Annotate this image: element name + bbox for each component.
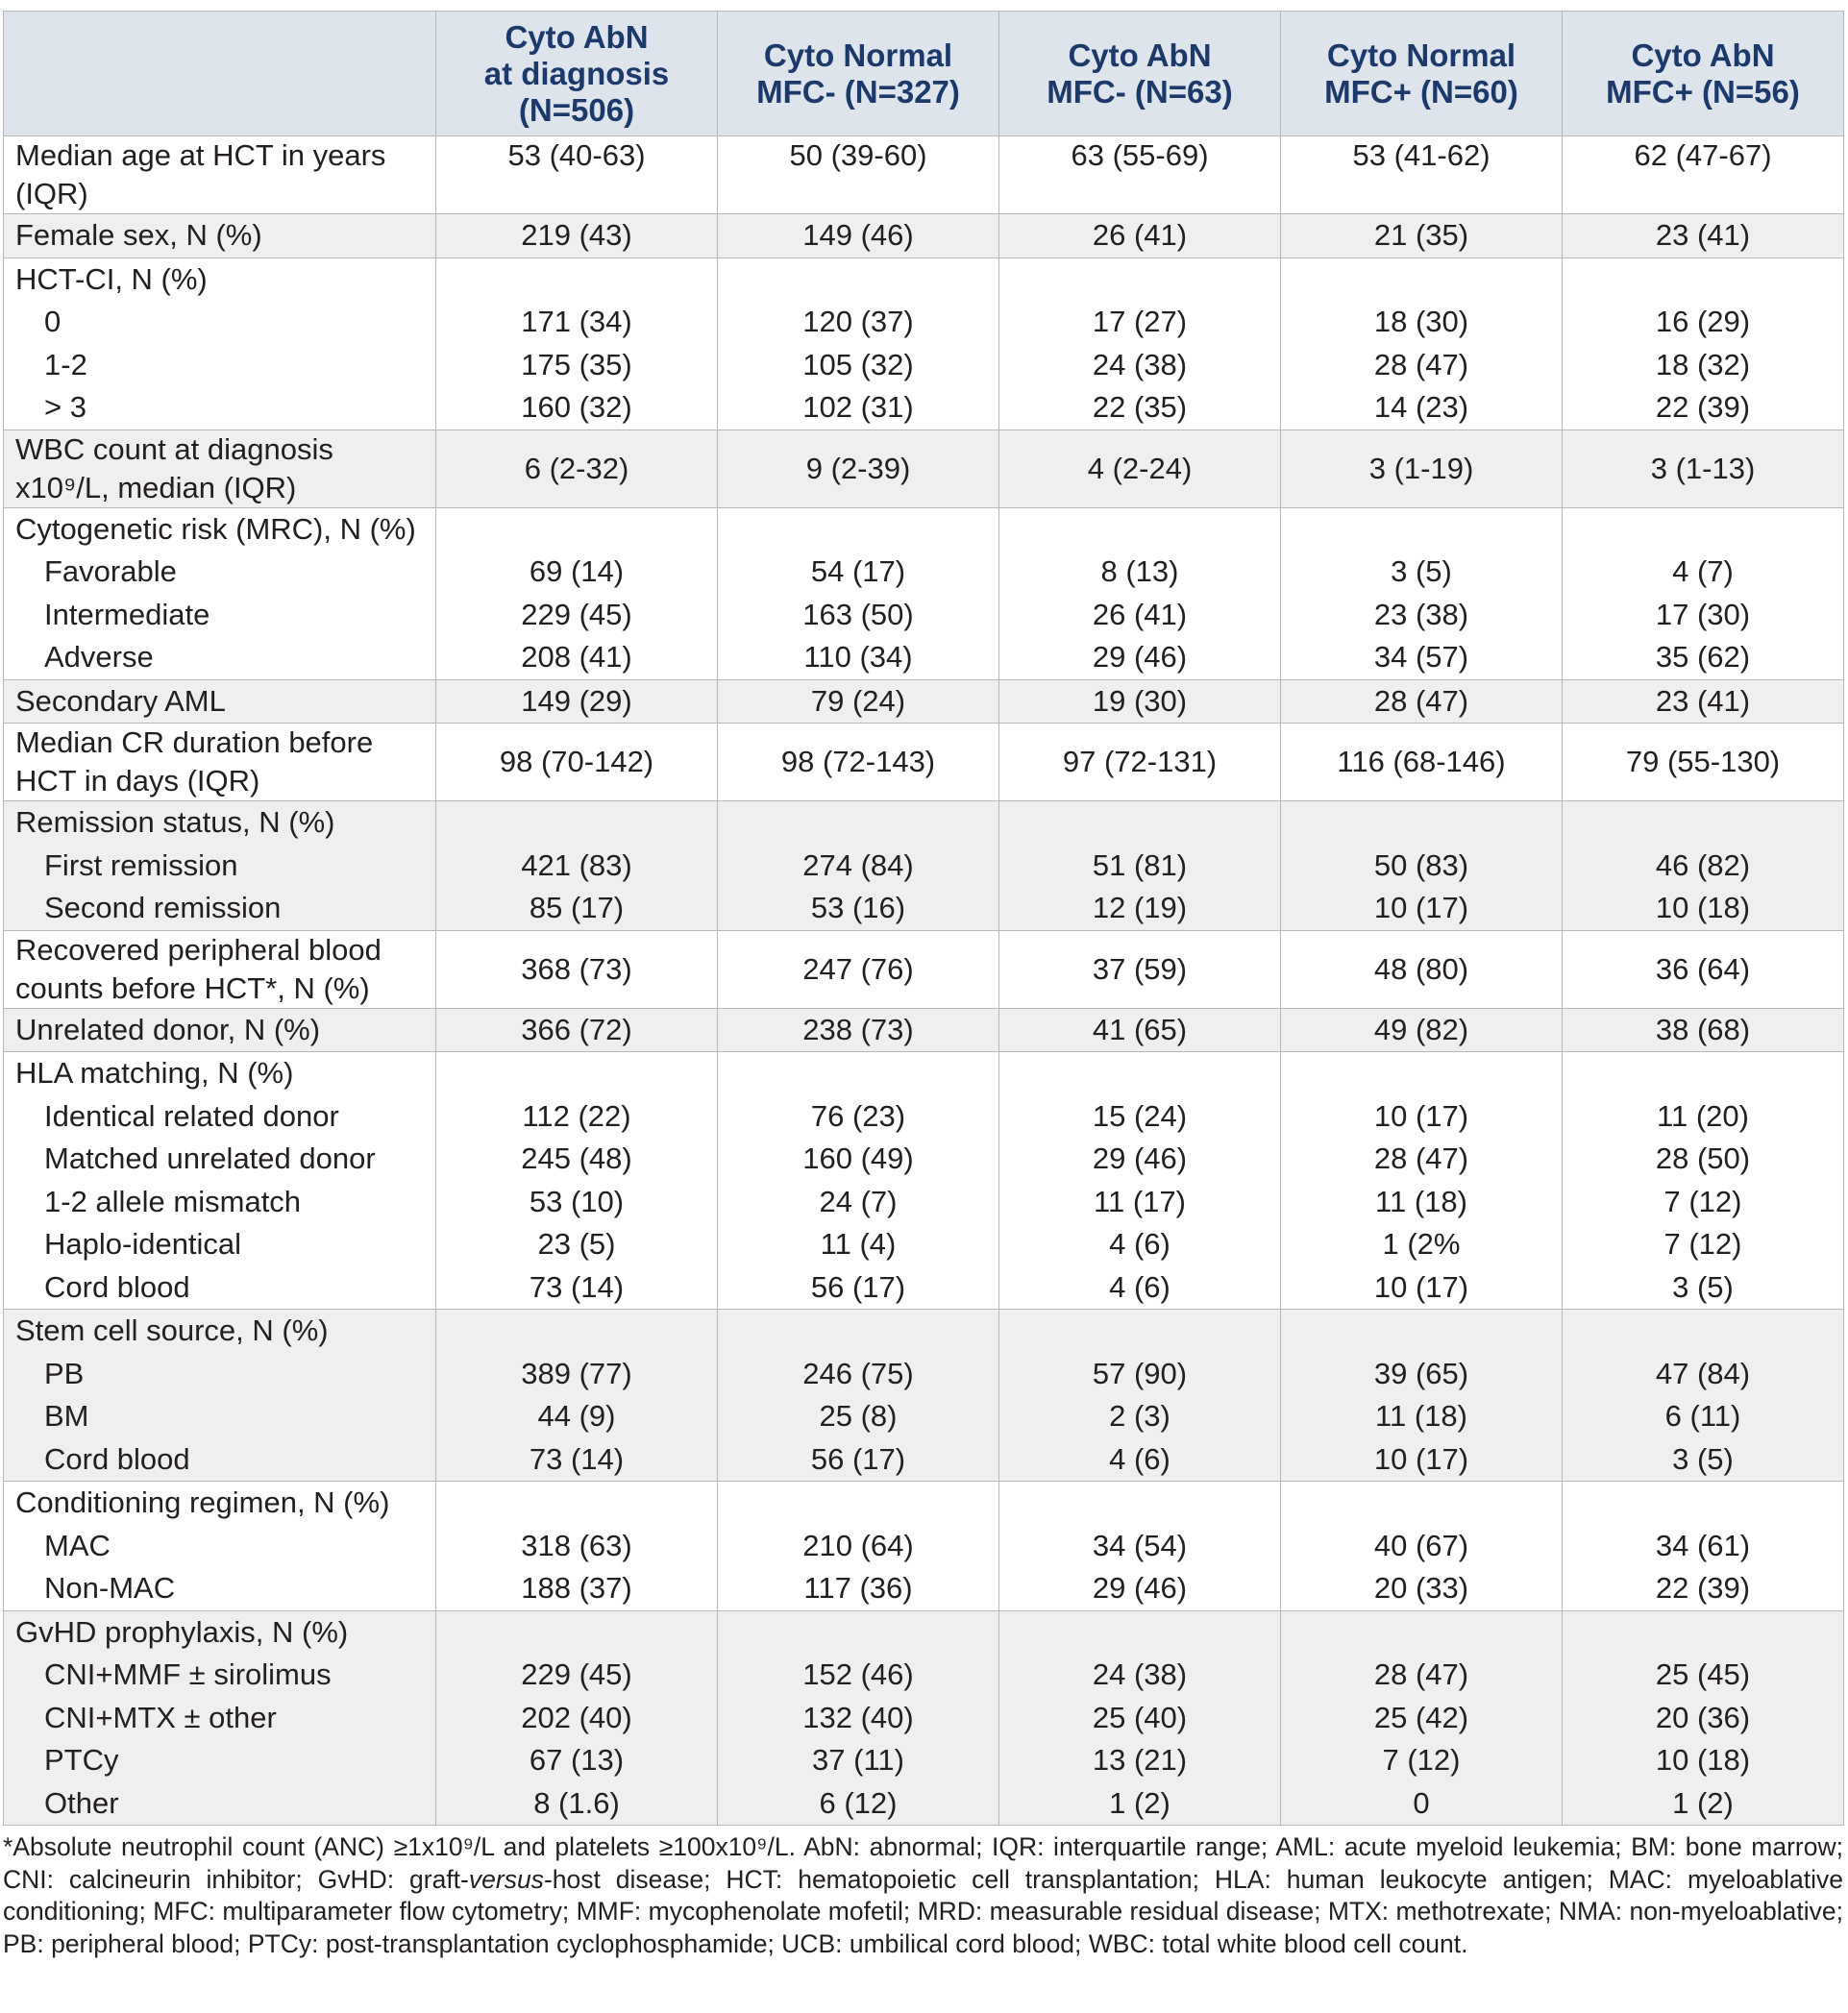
table-row — [4, 258, 1844, 430]
value-cell: 247 (76) — [718, 930, 999, 1008]
value-text: 171 (34) — [521, 305, 632, 338]
value-text: 24 (38) — [1092, 1657, 1188, 1691]
value-text: 22 (35) — [1092, 390, 1188, 424]
value-cell — [999, 1052, 1281, 1310]
header-line: Cyto AbN — [505, 18, 649, 55]
value-text: 3 (5) — [1672, 1441, 1734, 1476]
value-text: 53 (16) — [810, 891, 906, 924]
sub-label: CNI+MTX ± other — [44, 1700, 277, 1734]
value-cell — [718, 1482, 999, 1611]
value-text: 4 (6) — [1109, 1269, 1170, 1304]
value-text: 69 (14) — [529, 554, 625, 588]
value-text: 24 (38) — [1092, 347, 1188, 381]
value-text: 25 (45) — [1655, 1657, 1751, 1691]
value-text: 67 (13) — [529, 1743, 625, 1777]
value-cell — [999, 507, 1281, 679]
value-text: 37 (11) — [812, 1743, 904, 1777]
header-cell-group-3 — [999, 12, 1281, 136]
value-text: 120 (37) — [802, 305, 914, 338]
value-text: 4 (7) — [1672, 554, 1734, 588]
value-text: 175 (35) — [521, 347, 632, 381]
label-line: Unrelated donor, N (%) — [15, 1012, 321, 1046]
value-text: 188 (37) — [521, 1571, 632, 1605]
value-text: 10 (17) — [1373, 1269, 1469, 1304]
value-cell: 97 (72-131) — [999, 724, 1281, 801]
value-cell — [1563, 1610, 1844, 1826]
header-cell-group-2 — [718, 12, 999, 136]
sub-label: Cord blood — [44, 1441, 190, 1476]
value-text: 34 (54) — [1092, 1528, 1188, 1562]
row-label — [4, 258, 436, 430]
value-cell: 79 (24) — [718, 679, 999, 724]
value-cell — [999, 801, 1281, 931]
value-cell: 23 (41) — [1563, 214, 1844, 258]
value-text: 12 (19) — [1092, 891, 1188, 924]
value-cell: 21 (35) — [1281, 214, 1563, 258]
sub-label: BM — [44, 1399, 89, 1433]
value-text: 202 (40) — [521, 1700, 632, 1734]
value-cell: 116 (68-146) — [1281, 724, 1563, 801]
header-cell-group-1 — [436, 12, 718, 136]
header-line: MFC+ (N=60) — [1324, 73, 1518, 110]
row-label — [4, 1482, 436, 1611]
header-line: Cyto Normal — [763, 37, 953, 73]
value-text: 25 (8) — [819, 1399, 898, 1433]
value-text: 15 (24) — [1092, 1098, 1188, 1133]
label-line: (IQR) — [15, 177, 88, 210]
value-cell — [718, 507, 999, 679]
value-cell — [999, 1610, 1281, 1826]
value-cell: 62 (47-67) — [1563, 136, 1844, 214]
value-text: 1 (2) — [1109, 1785, 1170, 1820]
value-text: 6 (12) — [819, 1785, 898, 1820]
table-footnote: *Absolute neutrophil count (ANC) ≥1x10⁹/L and platelets ≥100x10⁹/L. AbN: abnormal; IQR: interquartile range; AML: acute myeloid leukemia; BM: bone marrow; CNI: calcineurin inhibitor; GvHD: graft-versus-host disease; HCT: hematopoietic cell transplantation; HLA: human leukocyte antigen; MAC: myeloablative conditioning; MFC: multiparameter flow cytometry; MMF: mycophenolate mofetil; MRD: measurable residual disease; MTX: methotrexate; NMA: non-myeloablative; PB: peripheral blood; PTCy: post-transplantation cyclophosphamide; UCB: umbilical cord blood; WBC: total white blood cell count. — [3, 1832, 1843, 1958]
value-text: 28 (47) — [1373, 1142, 1469, 1175]
header-line: Cyto AbN — [1631, 37, 1775, 73]
value-cell — [1563, 258, 1844, 430]
value-cell — [436, 1052, 718, 1310]
table-row — [4, 724, 1844, 801]
value-text: 10 (18) — [1655, 891, 1751, 924]
value-text: 246 (75) — [802, 1356, 914, 1390]
value-text: 28 (50) — [1655, 1142, 1751, 1175]
sub-label: Non-MAC — [44, 1571, 176, 1605]
value-text: 11 (4) — [820, 1227, 897, 1261]
value-cell: 41 (65) — [999, 1008, 1281, 1052]
table-row — [4, 136, 1844, 214]
table-row — [4, 930, 1844, 1008]
label-line: WBC count at diagnosis — [15, 431, 333, 466]
value-cell: 219 (43) — [436, 214, 718, 258]
value-text: 160 (32) — [521, 390, 632, 424]
value-text: 73 (14) — [529, 1269, 625, 1304]
value-cell: 50 (39-60) — [718, 136, 999, 214]
value-cell — [718, 1610, 999, 1826]
value-cell — [1281, 507, 1563, 679]
sub-label: First remission — [44, 847, 238, 882]
table-row — [4, 1310, 1844, 1482]
value-cell: 36 (64) — [1563, 930, 1844, 1008]
sub-label: Haplo-identical — [44, 1227, 242, 1261]
value-cell: 98 (70-142) — [436, 724, 718, 801]
value-text: 57 (90) — [1092, 1356, 1188, 1390]
row-label — [4, 801, 436, 931]
value-text: 3 (5) — [1391, 554, 1452, 588]
value-cell — [436, 801, 718, 931]
sub-label: Adverse — [44, 640, 154, 674]
value-text: 17 (30) — [1655, 597, 1751, 631]
value-text: 22 (39) — [1655, 1571, 1751, 1605]
table-row — [4, 430, 1844, 507]
value-text: 1 (2) — [1672, 1785, 1734, 1820]
value-cell — [436, 1610, 718, 1826]
value-text: 229 (45) — [521, 597, 632, 631]
value-text: 25 (40) — [1092, 1700, 1188, 1734]
sub-label: Identical related donor — [44, 1098, 339, 1133]
header-cell-group-4 — [1281, 12, 1563, 136]
header-line: MFC+ (N=56) — [1606, 73, 1800, 110]
group-label: Cytogenetic risk (MRC), N (%) — [15, 511, 416, 546]
sub-label: Matched unrelated donor — [44, 1142, 376, 1175]
label-line: counts before HCT*, N (%) — [15, 970, 370, 1005]
value-cell — [1563, 801, 1844, 931]
value-text: 160 (49) — [802, 1142, 914, 1175]
group-label: Conditioning regimen, N (%) — [15, 1485, 390, 1519]
value-cell: 3 (1-13) — [1563, 430, 1844, 507]
value-text: 34 (61) — [1655, 1528, 1751, 1562]
value-text: 46 (82) — [1655, 847, 1751, 882]
row-label — [4, 679, 436, 724]
value-cell: 53 (40-63) — [436, 136, 718, 214]
value-text: 7 (12) — [1663, 1184, 1742, 1218]
value-text: 3 (5) — [1672, 1269, 1734, 1304]
label-line: HCT in days (IQR) — [15, 764, 260, 798]
value-cell — [999, 258, 1281, 430]
value-text: 105 (32) — [802, 347, 914, 381]
value-text: 10 (18) — [1655, 1743, 1751, 1777]
value-text: 20 (33) — [1373, 1571, 1469, 1605]
value-text: 2 (3) — [1109, 1399, 1170, 1433]
value-text: 152 (46) — [802, 1657, 914, 1691]
value-cell: 4 (2-24) — [999, 430, 1281, 507]
value-cell: 3 (1-19) — [1281, 430, 1563, 507]
value-cell — [718, 801, 999, 931]
value-cell — [1281, 258, 1563, 430]
value-cell: 368 (73) — [436, 930, 718, 1008]
header-line: MFC- (N=327) — [756, 73, 960, 110]
value-cell — [1563, 507, 1844, 679]
value-text: 51 (81) — [1092, 847, 1188, 882]
value-cell: 6 (2-32) — [436, 430, 718, 507]
value-text: 11 (18) — [1375, 1184, 1467, 1218]
header-line: (N=506) — [518, 91, 635, 128]
value-cell — [999, 1482, 1281, 1611]
value-cell — [436, 1310, 718, 1482]
sub-label: Other — [44, 1785, 119, 1820]
value-cell — [999, 1310, 1281, 1482]
row-label — [4, 1310, 436, 1482]
value-text: 421 (83) — [521, 847, 632, 882]
characteristics-table-container — [3, 11, 1843, 1960]
value-cell: 53 (41-62) — [1281, 136, 1563, 214]
value-text: 11 (18) — [1375, 1399, 1467, 1433]
header-line: at diagnosis — [483, 55, 670, 91]
label-line: Median age at HCT in years — [15, 138, 386, 172]
value-cell: 48 (80) — [1281, 930, 1563, 1008]
group-label: Remission status, N (%) — [15, 805, 335, 839]
sub-label: MAC — [44, 1528, 111, 1562]
sub-label: CNI+MMF ± sirolimus — [44, 1657, 332, 1691]
row-label — [4, 930, 436, 1008]
sub-label: Intermediate — [44, 597, 210, 631]
table-body — [4, 136, 1844, 1826]
group-label: HLA matching, N (%) — [15, 1056, 294, 1090]
value-cell: 38 (68) — [1563, 1008, 1844, 1052]
sub-label: Cord blood — [44, 1269, 190, 1304]
value-text: 229 (45) — [521, 1657, 632, 1691]
table-row — [4, 214, 1844, 258]
value-text: 163 (50) — [802, 597, 914, 631]
value-text: 245 (48) — [521, 1142, 632, 1175]
value-text: 4 (6) — [1109, 1227, 1170, 1261]
patient-characteristics-table — [3, 11, 1844, 1826]
header-cell-group-5 — [1563, 12, 1844, 136]
value-text: 13 (21) — [1092, 1743, 1188, 1777]
value-text: 11 (17) — [1094, 1184, 1186, 1218]
value-text: 10 (17) — [1373, 891, 1469, 924]
value-text: 50 (83) — [1373, 847, 1469, 882]
value-text: 23 (38) — [1373, 597, 1469, 631]
value-text: 24 (7) — [819, 1184, 898, 1218]
value-cell — [1281, 1310, 1563, 1482]
value-text: 39 (65) — [1373, 1356, 1469, 1390]
value-cell — [436, 507, 718, 679]
value-text: 274 (84) — [802, 847, 914, 882]
value-cell: 366 (72) — [436, 1008, 718, 1052]
value-cell: 63 (55-69) — [999, 136, 1281, 214]
sub-label: 0 — [44, 305, 62, 338]
value-text: 22 (39) — [1655, 390, 1751, 424]
value-cell: 19 (30) — [999, 679, 1281, 724]
value-text: 10 (17) — [1373, 1098, 1469, 1133]
value-text: 210 (64) — [802, 1528, 914, 1562]
value-text: 18 (30) — [1373, 305, 1469, 338]
value-text: 208 (41) — [521, 640, 632, 674]
table-row — [4, 1008, 1844, 1052]
value-text: 47 (84) — [1655, 1356, 1751, 1390]
group-label: Stem cell source, N (%) — [15, 1313, 329, 1347]
value-text: 110 (34) — [803, 640, 913, 674]
value-text: 28 (47) — [1373, 1657, 1469, 1691]
header-line: Cyto Normal — [1326, 37, 1516, 73]
value-text: 11 (20) — [1657, 1098, 1749, 1133]
value-cell: 37 (59) — [999, 930, 1281, 1008]
table-row — [4, 1052, 1844, 1310]
value-cell — [718, 1310, 999, 1482]
value-cell — [718, 258, 999, 430]
value-text: 29 (46) — [1092, 640, 1188, 674]
value-cell: 26 (41) — [999, 214, 1281, 258]
value-text: 25 (42) — [1373, 1700, 1469, 1734]
label-line: x10⁹/L, median (IQR) — [15, 470, 297, 504]
label-line: Recovered peripheral blood — [15, 932, 382, 967]
value-text: 0 — [1413, 1785, 1430, 1820]
value-text: 117 (36) — [803, 1571, 913, 1605]
value-cell — [436, 258, 718, 430]
value-text: 76 (23) — [810, 1098, 906, 1133]
row-label — [4, 1052, 436, 1310]
value-text: 18 (32) — [1655, 347, 1751, 381]
value-text: 54 (17) — [810, 554, 906, 588]
sub-label: Favorable — [44, 554, 177, 588]
value-cell: 149 (29) — [436, 679, 718, 724]
value-text: 1 (2% — [1382, 1227, 1461, 1261]
table-row — [4, 1482, 1844, 1611]
value-text: 16 (29) — [1655, 305, 1751, 338]
value-text: 56 (17) — [810, 1269, 906, 1304]
header-line: Cyto AbN — [1068, 37, 1212, 73]
value-cell: 23 (41) — [1563, 679, 1844, 724]
label-line: Female sex, N (%) — [15, 218, 262, 252]
value-cell: 49 (82) — [1281, 1008, 1563, 1052]
sub-label: PB — [44, 1356, 85, 1390]
table-row — [4, 801, 1844, 931]
row-label — [4, 724, 436, 801]
value-text: 14 (23) — [1373, 390, 1469, 424]
row-label — [4, 1610, 436, 1826]
value-cell: 149 (46) — [718, 214, 999, 258]
row-label — [4, 507, 436, 679]
value-text: 8 (13) — [1100, 554, 1179, 588]
value-cell: 98 (72-143) — [718, 724, 999, 801]
value-text: 102 (31) — [802, 390, 914, 424]
value-text: 44 (9) — [537, 1399, 616, 1433]
value-text: 23 (5) — [537, 1227, 616, 1261]
value-text: 7 (12) — [1663, 1227, 1742, 1261]
sub-label: 1-2 — [44, 347, 87, 381]
sub-label: PTCy — [44, 1743, 119, 1777]
header-cell-empty — [4, 12, 436, 136]
value-text: 53 (10) — [529, 1184, 625, 1218]
value-text: 28 (47) — [1373, 347, 1469, 381]
value-cell: 9 (2-39) — [718, 430, 999, 507]
value-text: 73 (14) — [529, 1441, 625, 1476]
value-text: 6 (11) — [1664, 1399, 1741, 1433]
value-cell: 79 (55-130) — [1563, 724, 1844, 801]
row-label — [4, 1008, 436, 1052]
sub-label: 1-2 allele mismatch — [44, 1184, 302, 1218]
value-text: 35 (62) — [1655, 640, 1751, 674]
value-text: 29 (46) — [1092, 1142, 1188, 1175]
sub-label: > 3 — [44, 390, 86, 424]
value-cell — [1281, 1610, 1563, 1826]
value-cell: 238 (73) — [718, 1008, 999, 1052]
row-label — [4, 430, 436, 507]
value-cell — [1281, 1052, 1563, 1310]
value-text: 318 (63) — [521, 1528, 632, 1562]
value-text: 4 (6) — [1109, 1441, 1170, 1476]
value-cell — [436, 1482, 718, 1611]
value-text: 112 (22) — [522, 1098, 631, 1133]
table-row — [4, 679, 1844, 724]
value-cell: 28 (47) — [1281, 679, 1563, 724]
value-text: 56 (17) — [810, 1441, 906, 1476]
value-text: 26 (41) — [1092, 597, 1188, 631]
group-label: HCT-CI, N (%) — [15, 261, 208, 296]
value-text: 40 (67) — [1373, 1528, 1469, 1562]
value-cell — [1281, 1482, 1563, 1611]
value-cell — [1563, 1310, 1844, 1482]
value-cell — [1563, 1482, 1844, 1611]
header-line: MFC- (N=63) — [1047, 73, 1233, 110]
value-text: 85 (17) — [529, 891, 625, 924]
value-text: 389 (77) — [521, 1356, 632, 1390]
value-text: 20 (36) — [1655, 1700, 1751, 1734]
table-header-row — [4, 12, 1844, 136]
group-label: GvHD prophylaxis, N (%) — [15, 1614, 349, 1649]
value-cell — [1563, 1052, 1844, 1310]
value-text: 7 (12) — [1382, 1743, 1461, 1777]
sub-label: Second remission — [44, 891, 282, 924]
value-text: 34 (57) — [1373, 640, 1469, 674]
value-text: 29 (46) — [1092, 1571, 1188, 1605]
row-label — [4, 136, 436, 214]
value-cell — [718, 1052, 999, 1310]
value-text: 17 (27) — [1092, 305, 1188, 338]
row-label — [4, 214, 436, 258]
value-text: 8 (1.6) — [533, 1785, 620, 1820]
value-cell — [1281, 801, 1563, 931]
label-line: Secondary AML — [15, 683, 226, 718]
table-row — [4, 507, 1844, 679]
label-line: Median CR duration before — [15, 725, 374, 759]
table-row — [4, 1610, 1844, 1826]
value-text: 132 (40) — [802, 1700, 914, 1734]
value-text: 10 (17) — [1373, 1441, 1469, 1476]
